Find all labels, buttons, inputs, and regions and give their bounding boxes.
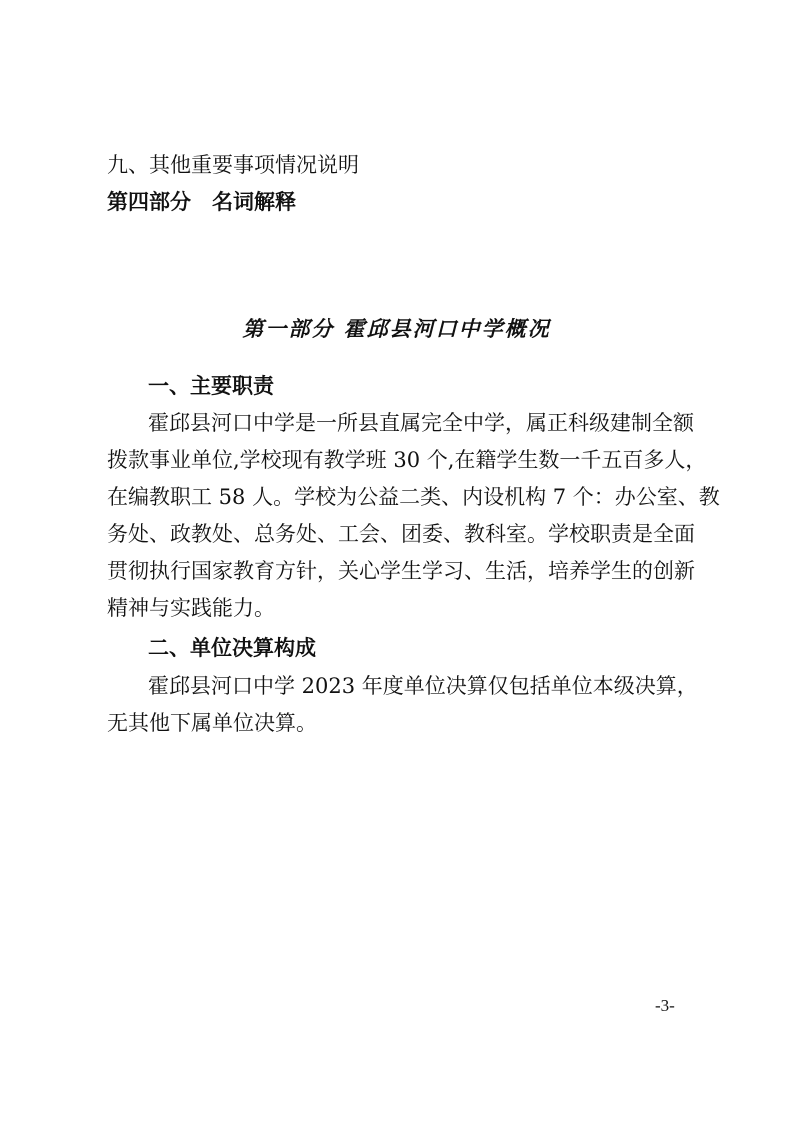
section-one-heading: 一、主要职责 — [148, 374, 274, 398]
section-two-heading: 二、单位决算构成 — [148, 636, 316, 660]
toc-part-four: 第四部分 名词解释 — [107, 190, 296, 214]
section-one-line-4: 务处、政教处、总务处、工会、团委、教科室。学校职责是全面 — [107, 522, 695, 546]
section-one-line-2: 拨款事业单位,学校现有教学班 30 个,在籍学生数一千五百多人， — [107, 448, 707, 472]
section-one-line-3: 在编教职工 58 人。学校为公益二类、内设机构 7 个：办公室、教 — [107, 485, 720, 509]
page-number: -3- — [655, 996, 675, 1015]
toc-item-nine: 九、其他重要事项情况说明 — [107, 153, 359, 177]
part-one-title: 第一部分 霍邱县河口中学概况 — [242, 316, 551, 341]
section-two-line-1: 霍邱县河口中学 2023 年度单位决算仅包括单位本级决算， — [148, 674, 698, 698]
section-one-line-1: 霍邱县河口中学是一所县直属完全中学，属正科级建制全额 — [148, 411, 694, 435]
section-two-line-2: 无其他下属单位决算。 — [107, 711, 317, 735]
section-one-line-6: 精神与实践能力。 — [107, 596, 275, 620]
section-one-line-5: 贯彻执行国家教育方针，关心学生学习、生活，培养学生的创新 — [107, 559, 695, 583]
